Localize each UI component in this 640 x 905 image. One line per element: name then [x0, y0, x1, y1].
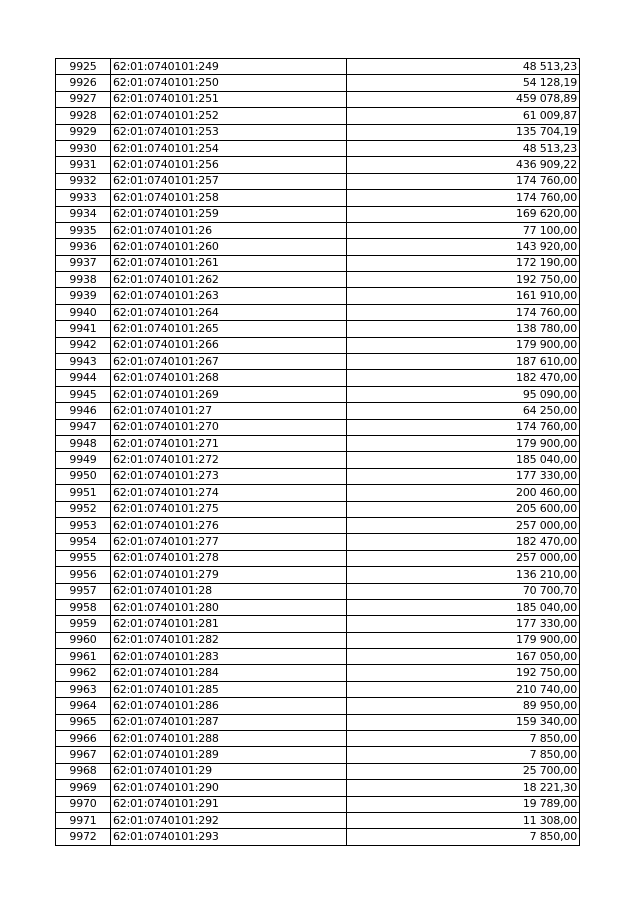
row-number-cell: 9965: [56, 714, 111, 730]
table-row: [56, 599, 580, 615]
table-row: [56, 255, 580, 271]
row-number-cell: 9959: [56, 616, 111, 632]
table-body: [56, 59, 580, 846]
cadastral-number-cell: 62:01:0740101:277: [111, 534, 347, 550]
row-number-cell: 9971: [56, 812, 111, 828]
row-number-cell: 9925: [56, 59, 111, 75]
cadastral-number-cell: 62:01:0740101:278: [111, 550, 347, 566]
table-row: [56, 747, 580, 763]
cadastral-number-cell: 62:01:0740101:262: [111, 272, 347, 288]
row-number-cell: 9939: [56, 288, 111, 304]
table-row: [56, 91, 580, 107]
value-cell: 95 090,00: [347, 386, 580, 402]
cadastral-number-cell: 62:01:0740101:263: [111, 288, 347, 304]
row-number-cell: 9935: [56, 222, 111, 238]
cadastral-number-cell: 62:01:0740101:290: [111, 780, 347, 796]
cadastral-number-cell: 62:01:0740101:283: [111, 649, 347, 665]
row-number-cell: 9945: [56, 386, 111, 402]
value-cell: 169 620,00: [347, 206, 580, 222]
row-number-cell: 9968: [56, 763, 111, 779]
cadastral-number-cell: 62:01:0740101:269: [111, 386, 347, 402]
value-cell: 436 909,22: [347, 157, 580, 173]
value-cell: 257 000,00: [347, 550, 580, 566]
cadastral-number-cell: 62:01:0740101:292: [111, 812, 347, 828]
cadastral-number-cell: 62:01:0740101:281: [111, 616, 347, 632]
row-number-cell: 9972: [56, 829, 111, 845]
value-cell: 187 610,00: [347, 354, 580, 370]
cadastral-number-cell: 62:01:0740101:273: [111, 468, 347, 484]
row-number-cell: 9946: [56, 403, 111, 419]
value-cell: 177 330,00: [347, 468, 580, 484]
cadastral-number-cell: 62:01:0740101:251: [111, 91, 347, 107]
table-row: [56, 124, 580, 140]
value-cell: 182 470,00: [347, 534, 580, 550]
row-number-cell: 9941: [56, 321, 111, 337]
row-number-cell: 9948: [56, 435, 111, 451]
value-cell: 64 250,00: [347, 403, 580, 419]
cadastral-number-cell: 62:01:0740101:26: [111, 222, 347, 238]
value-cell: 185 040,00: [347, 599, 580, 615]
table-row: [56, 501, 580, 517]
value-cell: 192 750,00: [347, 272, 580, 288]
row-number-cell: 9963: [56, 681, 111, 697]
table-row: [56, 796, 580, 812]
value-cell: 179 900,00: [347, 632, 580, 648]
cadastral-number-cell: 62:01:0740101:276: [111, 517, 347, 533]
value-cell: 185 040,00: [347, 452, 580, 468]
row-number-cell: 9962: [56, 665, 111, 681]
row-number-cell: 9937: [56, 255, 111, 271]
row-number-cell: 9961: [56, 649, 111, 665]
cadastral-number-cell: 62:01:0740101:293: [111, 829, 347, 845]
value-cell: 48 513,23: [347, 59, 580, 75]
table-row: [56, 632, 580, 648]
value-cell: 48 513,23: [347, 140, 580, 156]
table-row: [56, 386, 580, 402]
row-number-cell: 9950: [56, 468, 111, 484]
table-row: [56, 140, 580, 156]
table-row: [56, 173, 580, 189]
row-number-cell: 9966: [56, 731, 111, 747]
table-row: [56, 108, 580, 124]
row-number-cell: 9960: [56, 632, 111, 648]
table-row: [56, 714, 580, 730]
cadastral-number-cell: 62:01:0740101:27: [111, 403, 347, 419]
cadastral-number-cell: 62:01:0740101:270: [111, 419, 347, 435]
table-row: [56, 419, 580, 435]
cadastral-number-cell: 62:01:0740101:272: [111, 452, 347, 468]
value-cell: 174 760,00: [347, 173, 580, 189]
value-cell: 172 190,00: [347, 255, 580, 271]
table-row: [56, 665, 580, 681]
value-cell: 7 850,00: [347, 731, 580, 747]
value-cell: 159 340,00: [347, 714, 580, 730]
value-cell: 25 700,00: [347, 763, 580, 779]
row-number-cell: 9927: [56, 91, 111, 107]
value-cell: 179 900,00: [347, 337, 580, 353]
cadastral-number-cell: 62:01:0740101:264: [111, 304, 347, 320]
row-number-cell: 9949: [56, 452, 111, 468]
row-number-cell: 9932: [56, 173, 111, 189]
value-cell: 70 700,70: [347, 583, 580, 599]
row-number-cell: 9954: [56, 534, 111, 550]
table-row: [56, 583, 580, 599]
value-cell: 459 078,89: [347, 91, 580, 107]
cadastral-number-cell: 62:01:0740101:256: [111, 157, 347, 173]
cadastral-number-cell: 62:01:0740101:29: [111, 763, 347, 779]
row-number-cell: 9970: [56, 796, 111, 812]
value-cell: 205 600,00: [347, 501, 580, 517]
cadastral-number-cell: 62:01:0740101:253: [111, 124, 347, 140]
cadastral-number-cell: 62:01:0740101:288: [111, 731, 347, 747]
value-cell: 135 704,19: [347, 124, 580, 140]
row-number-cell: 9942: [56, 337, 111, 353]
table-row: [56, 354, 580, 370]
row-number-cell: 9940: [56, 304, 111, 320]
table-row: [56, 698, 580, 714]
table-row: [56, 321, 580, 337]
table-row: [56, 288, 580, 304]
row-number-cell: 9958: [56, 599, 111, 615]
row-number-cell: 9964: [56, 698, 111, 714]
cadastral-number-cell: 62:01:0740101:261: [111, 255, 347, 271]
value-cell: 179 900,00: [347, 435, 580, 451]
row-number-cell: 9938: [56, 272, 111, 288]
row-number-cell: 9956: [56, 567, 111, 583]
row-number-cell: 9967: [56, 747, 111, 763]
cadastral-number-cell: 62:01:0740101:291: [111, 796, 347, 812]
row-number-cell: 9969: [56, 780, 111, 796]
cadastral-value-table: [55, 58, 580, 846]
table-row: [56, 272, 580, 288]
value-cell: 77 100,00: [347, 222, 580, 238]
value-cell: 174 760,00: [347, 190, 580, 206]
table-row: [56, 59, 580, 75]
value-cell: 18 221,30: [347, 780, 580, 796]
row-number-cell: 9951: [56, 485, 111, 501]
table-row: [56, 763, 580, 779]
table-row: [56, 731, 580, 747]
cadastral-number-cell: 62:01:0740101:286: [111, 698, 347, 714]
cadastral-number-cell: 62:01:0740101:254: [111, 140, 347, 156]
row-number-cell: 9957: [56, 583, 111, 599]
value-cell: 138 780,00: [347, 321, 580, 337]
table-row: [56, 534, 580, 550]
row-number-cell: 9930: [56, 140, 111, 156]
table-row: [56, 616, 580, 632]
value-cell: 182 470,00: [347, 370, 580, 386]
value-cell: 174 760,00: [347, 419, 580, 435]
table-row: [56, 403, 580, 419]
table-row: [56, 517, 580, 533]
row-number-cell: 9953: [56, 517, 111, 533]
cadastral-number-cell: 62:01:0740101:289: [111, 747, 347, 763]
row-number-cell: 9944: [56, 370, 111, 386]
value-cell: 143 920,00: [347, 239, 580, 255]
cadastral-number-cell: 62:01:0740101:266: [111, 337, 347, 353]
table-row: [56, 435, 580, 451]
cadastral-number-cell: 62:01:0740101:284: [111, 665, 347, 681]
row-number-cell: 9929: [56, 124, 111, 140]
value-cell: 257 000,00: [347, 517, 580, 533]
table-row: [56, 206, 580, 222]
row-number-cell: 9928: [56, 108, 111, 124]
value-cell: 89 950,00: [347, 698, 580, 714]
table-row: [56, 304, 580, 320]
row-number-cell: 9936: [56, 239, 111, 255]
cadastral-number-cell: 62:01:0740101:267: [111, 354, 347, 370]
value-cell: 7 850,00: [347, 747, 580, 763]
value-cell: 200 460,00: [347, 485, 580, 501]
table-row: [56, 468, 580, 484]
cadastral-number-cell: 62:01:0740101:252: [111, 108, 347, 124]
value-cell: 7 850,00: [347, 829, 580, 845]
cadastral-number-cell: 62:01:0740101:28: [111, 583, 347, 599]
table-row: [56, 812, 580, 828]
cadastral-number-cell: 62:01:0740101:260: [111, 239, 347, 255]
value-cell: 167 050,00: [347, 649, 580, 665]
row-number-cell: 9931: [56, 157, 111, 173]
table-row: [56, 452, 580, 468]
table-row: [56, 370, 580, 386]
table-row: [56, 681, 580, 697]
table-row: [56, 75, 580, 91]
cadastral-number-cell: 62:01:0740101:279: [111, 567, 347, 583]
value-cell: 136 210,00: [347, 567, 580, 583]
table-row: [56, 649, 580, 665]
table-row: [56, 222, 580, 238]
value-cell: 192 750,00: [347, 665, 580, 681]
value-cell: 54 128,19: [347, 75, 580, 91]
value-cell: 19 789,00: [347, 796, 580, 812]
row-number-cell: 9955: [56, 550, 111, 566]
cadastral-number-cell: 62:01:0740101:271: [111, 435, 347, 451]
cadastral-number-cell: 62:01:0740101:250: [111, 75, 347, 91]
row-number-cell: 9952: [56, 501, 111, 517]
table-row: [56, 829, 580, 845]
value-cell: 161 910,00: [347, 288, 580, 304]
table-row: [56, 239, 580, 255]
row-number-cell: 9926: [56, 75, 111, 91]
cadastral-number-cell: 62:01:0740101:285: [111, 681, 347, 697]
table-row: [56, 190, 580, 206]
value-cell: 11 308,00: [347, 812, 580, 828]
row-number-cell: 9934: [56, 206, 111, 222]
table-row: [56, 157, 580, 173]
cadastral-number-cell: 62:01:0740101:280: [111, 599, 347, 615]
table-row: [56, 780, 580, 796]
cadastral-number-cell: 62:01:0740101:287: [111, 714, 347, 730]
table-row: [56, 485, 580, 501]
cadastral-number-cell: 62:01:0740101:259: [111, 206, 347, 222]
cadastral-number-cell: 62:01:0740101:257: [111, 173, 347, 189]
cadastral-number-cell: 62:01:0740101:265: [111, 321, 347, 337]
value-cell: 61 009,87: [347, 108, 580, 124]
cadastral-number-cell: 62:01:0740101:268: [111, 370, 347, 386]
cadastral-number-cell: 62:01:0740101:249: [111, 59, 347, 75]
cadastral-number-cell: 62:01:0740101:282: [111, 632, 347, 648]
row-number-cell: 9933: [56, 190, 111, 206]
cadastral-number-cell: 62:01:0740101:258: [111, 190, 347, 206]
table-row: [56, 550, 580, 566]
row-number-cell: 9943: [56, 354, 111, 370]
table-row: [56, 567, 580, 583]
row-number-cell: 9947: [56, 419, 111, 435]
value-cell: 177 330,00: [347, 616, 580, 632]
cadastral-number-cell: 62:01:0740101:275: [111, 501, 347, 517]
cadastral-number-cell: 62:01:0740101:274: [111, 485, 347, 501]
value-cell: 174 760,00: [347, 304, 580, 320]
table-row: [56, 337, 580, 353]
value-cell: 210 740,00: [347, 681, 580, 697]
